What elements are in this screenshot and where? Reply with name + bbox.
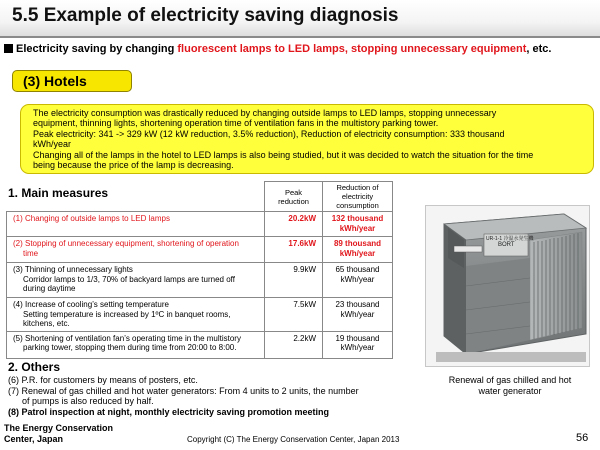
others-item-7-cont: of pumps is also reduced by half. [22, 396, 154, 407]
measure-cons-line2: kWh/year [340, 274, 375, 284]
measure-cons-line1: 19 thousand [335, 333, 380, 343]
section-tab-hotels: (3) Hotels [12, 70, 132, 92]
col-header-consumption [323, 182, 393, 212]
measure-peak: 9.9kW [265, 263, 323, 298]
bullet-square-icon [4, 44, 13, 53]
col-header-cons-line1: Reduction of electricity [336, 183, 379, 201]
subtitle [4, 43, 551, 55]
footer-org-line1: The Energy Conservation [4, 423, 114, 433]
photo-caption-line1: Renewal of gas chilled and hot [448, 375, 572, 385]
page-title: 5.5 Example of electricity saving diagnosis [12, 5, 399, 26]
measure-cons-line1: 65 thousand [335, 265, 380, 274]
measure-consumption [323, 298, 393, 332]
measure-desc-line1: (3) Thinning of unnecessary lights [13, 265, 133, 274]
footer-copyright: Copyright (C) The Energy Conservation Center, Japan 2013 [187, 435, 400, 444]
summary-line: Peak electricity: 341 -> 329 kW (12 kW reduction, 3.5% reduction), Reduction of electricity consumption: 333 thousand [33, 128, 505, 139]
measure-cons-line1: 23 thousand [335, 300, 380, 309]
measure-desc [7, 212, 265, 237]
table-row [7, 331, 393, 358]
measure-peak: 20.2kW [265, 212, 323, 237]
photo-caption-line2: water generator [478, 386, 542, 396]
table-row [7, 263, 393, 298]
measure-cons-line2: kWh/year [339, 223, 376, 233]
measure-cons-line1: 89 thousand [333, 239, 382, 248]
col-header-cons-line2: consumption [336, 201, 379, 210]
generator-photo [425, 205, 590, 367]
photo-caption [430, 375, 590, 397]
measure-peak: 7.5kW [265, 298, 323, 332]
footer-org-line2: Center, Japan [4, 434, 64, 444]
main-measures-heading: 1. Main measures [8, 186, 109, 200]
table-row [7, 212, 393, 237]
measure-cons-line1: 132 thousand [331, 214, 384, 223]
title-divider [0, 36, 600, 38]
measure-consumption [323, 331, 393, 358]
measure-desc [7, 237, 265, 263]
measure-desc-line1: (2) Stopping of unnecessary equipment, shortening of operation [13, 239, 239, 248]
measure-desc-line3: during daytime [23, 284, 76, 293]
measure-desc-line2: Setting temperature is increased by 1ºC in banquet rooms, [23, 309, 231, 319]
generator-illustration [426, 206, 590, 367]
summary-line: kWh/year [33, 139, 72, 150]
summary-line: Changing all of the lamps in the hotel to LED lamps is also being studied, but it was decided to watch the situation for the time [33, 149, 534, 160]
measure-desc [7, 331, 265, 358]
measure-desc-line1: (4) Increase of cooling’s setting temperature [13, 300, 169, 309]
subtitle-highlight: fluorescent lamps to LED lamps, stopping unnecessary equipment [177, 43, 527, 55]
measure-cons-line2: kWh/year [340, 309, 375, 319]
measure-consumption [323, 237, 393, 263]
table-row [7, 298, 393, 332]
measure-consumption [323, 212, 393, 237]
measure-cons-line2: kWh/year [340, 343, 375, 352]
summary-line: equipment, thinning lights, shortening operation time of ventilation fans in the multistory parking tower. [33, 118, 439, 129]
subtitle-suffix: , etc. [526, 43, 552, 55]
others-item-8-text: (8) Patrol inspection at night, monthly electricity saving promotion meeting [8, 406, 330, 417]
summary-line: The electricity consumption was drastically reduced by changing outside lamps to LED lamps, stopping unnecessary [33, 108, 497, 118]
col-header-peak [265, 182, 323, 212]
measure-desc-line2: time [23, 248, 39, 258]
summary-box [20, 104, 594, 174]
others-item-6: (6) P.R. for customers by means of posters, etc. [8, 375, 198, 385]
footer-organization [4, 423, 113, 445]
col-header-peak-line1: Peak [284, 187, 303, 197]
measure-desc-line2: Corridor lamps to 1/3, 70% of backyard lamps are turned off [23, 274, 235, 284]
summary-line: being because the price of the lamp is decreasing. [33, 160, 234, 171]
measures-table [6, 181, 393, 359]
measure-desc [7, 298, 265, 332]
measure-desc-line1: (5) Shortening of ventilation fan’s operating time in the multistory [13, 333, 241, 343]
table-row [7, 237, 393, 263]
col-header-peak-line2: reduction [278, 196, 309, 206]
page-number: 56 [576, 432, 589, 444]
others-item-7: (7) Renewal of gas chilled and hot water generators: From 4 units to 2 units, the number [8, 385, 359, 396]
measure-desc [7, 263, 265, 298]
others-heading: 2. Others [8, 360, 61, 374]
photo-unit-label: UR-1-1 冷温水発生機 [486, 236, 534, 242]
others-list [8, 375, 359, 417]
others-item-8 [8, 407, 359, 418]
measure-peak: 17.6kW [265, 237, 323, 263]
subtitle-prefix: Electricity saving by changing [16, 43, 178, 55]
measure-consumption [323, 263, 393, 298]
photo-unit-sub: BORT [498, 242, 515, 248]
measure-cons-line2: kWh/year [339, 248, 376, 258]
measure-desc-line2: parking tower, stopping them during time from 20:00 to 8:00. [23, 343, 237, 352]
measure-desc-line1: (1) Changing of outside lamps to LED lamps [13, 214, 170, 223]
measure-desc-line3: kitchens, etc. [23, 319, 70, 328]
measure-peak: 2.2kW [265, 331, 323, 358]
